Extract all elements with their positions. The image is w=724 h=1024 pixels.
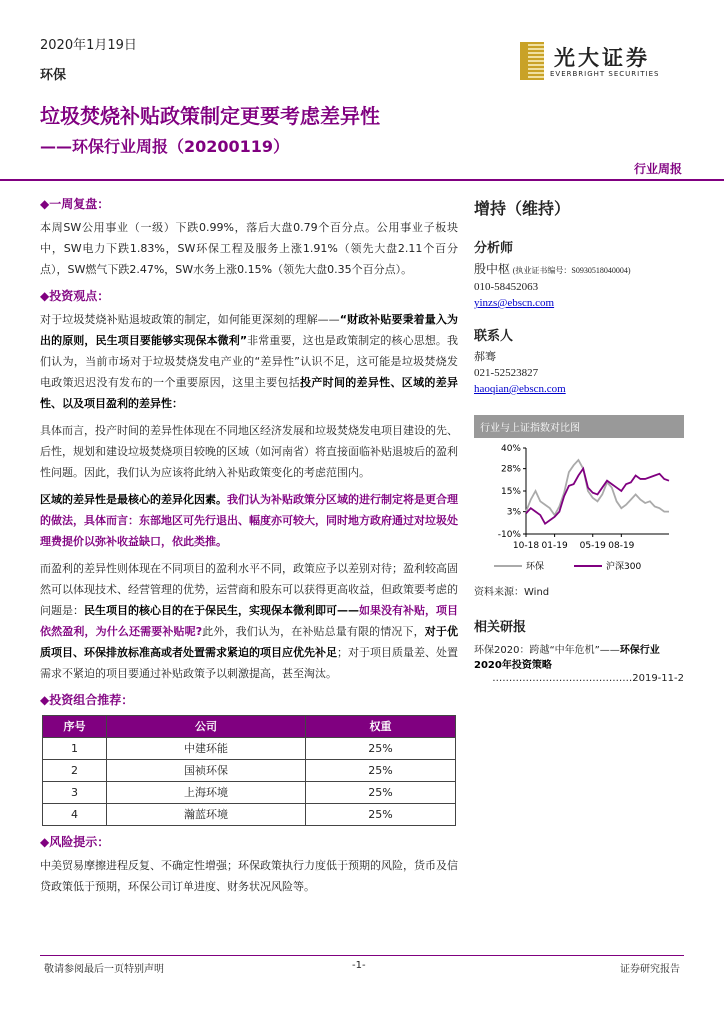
analyst-name-line — [474, 261, 684, 279]
view-paragraph-2: 具体而言，投产时间的差异性体现在不同地区经济发展和垃圾焚烧发电项目建设的先、后性，规划和建设垃圾焚烧项目较晚的区域（如河南省）将直接面临补贴退坡后的盈利性问题。因此，我们认为应该将此纳入补贴政策变化的考虑范围内。 — [40, 424, 458, 479]
series-line-1 — [526, 469, 669, 524]
sector-label: 环保 — [40, 68, 67, 83]
contact-heading: 联系人 — [474, 329, 514, 344]
footer-report-label: 证券研究报告 — [620, 964, 680, 975]
table-row — [43, 804, 456, 826]
report-date: 2020年1月19日 — [40, 38, 137, 53]
related-title-a: 环保2020：跨越“中年危机”—— — [474, 645, 620, 656]
x-tick-label: 08-19 — [608, 541, 635, 551]
everbright-logo — [520, 42, 685, 82]
highlight-text: 我们认为补贴政策分区域的进行制定将是更合理的做法，具体而言：东部地区可先行退出、幅度亦可较大，同时地方政府通过对垃圾处理费提价以弥补收益缺口，依此类推。 — [40, 493, 458, 548]
related-title-b: 环保行业2020年投资策略 — [474, 645, 660, 671]
report-type: 行业周报 — [633, 162, 682, 176]
table-cell: 瀚蓝环境 — [107, 804, 306, 826]
table-cell: 中建环能 — [107, 738, 306, 760]
analyst-email-line — [474, 295, 684, 311]
view-paragraph-3 — [40, 489, 458, 552]
section-risk: ◆风险提示： — [40, 835, 110, 849]
contact-email-line — [474, 381, 684, 397]
main-column — [40, 192, 458, 903]
side-column — [474, 192, 684, 684]
bold-text: 投产时间的差异性、区域的差异性、以及项目盈利的差异性： — [40, 376, 459, 410]
analyst-email-link[interactable]: yinzs@ebscn.com — [474, 297, 555, 309]
y-tick-label: 40% — [500, 444, 521, 454]
contact-email-link[interactable]: haoqian@ebscn.com — [474, 383, 566, 395]
y-tick-label: 3% — [506, 507, 521, 518]
analyst-name: 殷中枢 — [474, 262, 511, 276]
section-investment-view: ◆投资观点： — [40, 289, 110, 303]
footer-divider — [40, 955, 684, 956]
section-portfolio: ◆投资组合推荐： — [40, 693, 134, 707]
related-date: ……………………………………2019-11-2 — [492, 673, 684, 684]
portfolio-table — [42, 715, 456, 826]
footer-disclaimer: 敬请参阅最后一页特别声明 — [44, 964, 164, 975]
bold-text: 民生项目的核心目的在于保民生，实现保本微利即可—— — [84, 604, 359, 617]
col-header: 权重 — [306, 716, 456, 738]
report-subtitle: ——环保行业周报（20200119） — [40, 137, 290, 156]
chart-source: 资料来源：Wind — [474, 587, 550, 598]
header-divider — [0, 179, 724, 181]
logo-mark-icon — [520, 42, 544, 80]
view-paragraph-4 — [40, 558, 458, 684]
table-cell: 2 — [43, 760, 107, 782]
rating: 增持（维持） — [474, 199, 571, 218]
table-cell: 25% — [306, 738, 456, 760]
text: ；对于项目质量差、处置需求不紧迫的项目要通过补贴政策予以刺激提高，甚至淘汰。 — [40, 646, 458, 680]
section-weekly-review: ◆一周复盘： — [40, 197, 110, 211]
analyst-heading: 分析师 — [474, 241, 514, 256]
table-cell: 上海环境 — [107, 782, 306, 804]
comparison-chart — [474, 438, 684, 578]
view-paragraph-1 — [40, 309, 458, 414]
report-title: 垃圾焚烧补贴政策制定更要考虑差异性 — [40, 104, 380, 128]
col-header: 公司 — [107, 716, 306, 738]
highlight-text: 如果没有补贴，项目依然盈利，为什么还需要补贴呢? — [40, 604, 458, 638]
text: 此外，我们认为，在补贴总量有限的情况下， — [202, 625, 425, 638]
chart-title: 行业与上证指数对比图 — [474, 415, 684, 438]
contact-phone: 021-52523827 — [474, 367, 539, 379]
analyst-cert: (执业证书编号：S0930518040004) — [512, 266, 631, 275]
table-row — [43, 738, 456, 760]
table-cell: 4 — [43, 804, 107, 826]
page-number: -1- — [352, 960, 366, 971]
table-cell: 1 — [43, 738, 107, 760]
table-cell: 国祯环保 — [107, 760, 306, 782]
bold-text: 对于优质项目、环保排放标准高或者处置需求紧迫的项目应优先补足 — [40, 625, 458, 659]
legend-label: 沪深300 — [606, 562, 642, 572]
table-cell: 3 — [43, 782, 107, 804]
bold-text: 区域的差异性是最核心的差异化因素。 — [40, 493, 227, 506]
table-cell: 25% — [306, 760, 456, 782]
table-row — [43, 782, 456, 804]
x-tick-label: 05-19 — [579, 541, 606, 551]
x-tick-label: 10-18 — [512, 541, 540, 551]
table-cell: 25% — [306, 782, 456, 804]
text: 而盈利的差异性则体现在不同项目的盈利水平不同，政策应予以差别对待；盈利较高固然可以体现技术、经营管理的优势，运营商和股东可以获得更高收益，但政策要考虑的问题是： — [40, 562, 458, 617]
text: 对于垃圾焚烧补贴退坡政策的制定，如何能更深刻的理解—— — [40, 313, 340, 326]
related-report[interactable] — [474, 643, 684, 673]
y-tick-label: 28% — [500, 464, 521, 475]
series-line-0 — [526, 460, 669, 515]
related-heading: 相关研报 — [474, 620, 527, 635]
analyst-phone: 010-58452063 — [474, 281, 539, 293]
table-row — [43, 760, 456, 782]
col-header: 序号 — [43, 716, 107, 738]
text: 非常重要，这也是政策制定的核心思想。我们认为，当前市场对于垃圾焚烧发电产业的“差异性”认识不足，这可能是垃圾焚烧发电政策迟迟没有发布的一个重要原因，这里主要包括 — [40, 334, 458, 389]
y-tick-label: -10% — [497, 530, 521, 540]
logo-en: EVERBRIGHT SECURITIES — [550, 70, 660, 78]
risk-text: 中美贸易摩擦进程反复、不确定性增强；环保政策执行力度低于预期的风险，货币及信贷政策低于预期，环保公司订单进度、财务状况风险等。 — [40, 859, 458, 893]
table-cell: 25% — [306, 804, 456, 826]
bold-text: “财政补贴要秉着量入为出的原则，民生项目要能够实现保本微利” — [40, 313, 458, 347]
y-tick-label: 15% — [500, 487, 521, 497]
legend-label: 环保 — [526, 562, 545, 572]
contact-name: 郝骞 — [474, 351, 496, 363]
x-tick-label: 01-19 — [541, 541, 568, 551]
logo-cn: 光大证券 — [554, 45, 650, 70]
weekly-review-text: 本周SW公用事业（一级）下跌0.99%，落后大盘0.79个百分点。公用事业子板块中，SW电力下跌1.83%，SW环保工程及服务上涨1.91%（领先大盘2.11个百分点），SW燃气下跌2.47%，SW水务上涨0.15%（领先大盘0.35个百分点）。 — [40, 221, 458, 276]
